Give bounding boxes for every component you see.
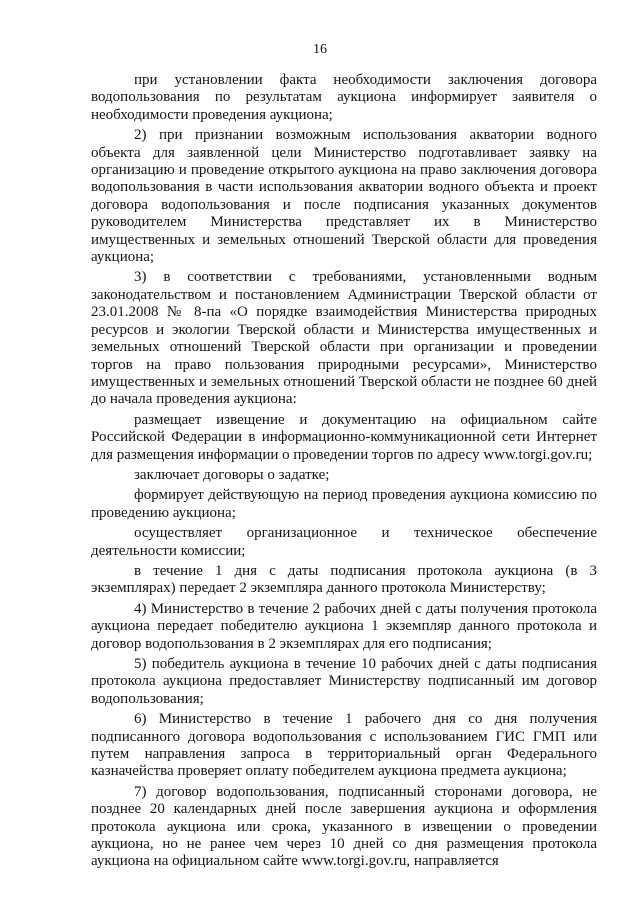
paragraph-aukcion-inform: при установлении факта необходимости заключения договора водопользования по результатам аукциона информирует заявителя о необходимости проведения аукциона; <box>91 72 597 123</box>
paragraph-commission-support: осуществляет организационное и техническое обеспечение деятельности комиссии; <box>91 525 597 559</box>
paragraph-item-6: 6) Министерство в течение 1 рабочего дня со дня получения подписанного договора водопользования с использованием ГИС ГМП или путем направления запроса в территориальный орган Федерального казначейства проверяет оплату победителем аукциона предмета аукциона; <box>91 711 597 780</box>
paragraph-deposit-contracts: заключает договоры о задатке; <box>134 466 330 483</box>
paragraph-item-7: 7) договор водопользования, подписанный сторонами договора, не позднее 20 календарных дней после завершения аукциона и оформления протокола аукциона или срока, указанного в извещении о проведении аукциона, но не ранее чем через 10 дней со дня размещения протокола аукциона на официальном сайте www.torgi.gov.ru, направляется <box>91 783 597 870</box>
paragraph-publish-notice: размещает извещение и документацию на официальном сайте Российской Федерации в информационно-коммуникационной сети Интернет для размещения информации о проведении торгов по адресу www.torgi.gov.ru; <box>91 411 597 463</box>
document-body <box>91 72 597 871</box>
paragraph-item-2: 2) при признании возможным использования акватории водного объекта для заявленной цели Министерство подготавливает заявку на организацию и проведение открытого аукциона на право заключения договора водопользования в части использования акватории водного объекта и проект договора водопользования и после подписания указанных документов руководителем Министерства представляет их в Министерство имущественных и земельных отношений Тверской области для проведения аукциона; <box>91 127 597 266</box>
paragraph-commission: формирует действующую на период проведения аукциона комиссию по проведению аукциона; <box>91 487 597 521</box>
paragraph-item-5: 5) победитель аукциона в течение 10 рабочих дней с даты подписания протокола аукциона предоставляет Министерству подписанный им договор водопользования; <box>91 656 597 707</box>
paragraph-item-4: 4) Министерство в течение 2 рабочих дней с даты получения протокола аукциона передает победителю аукциона 1 экземпляр данного протокола и договор водопользования в 2 экземплярах для его подписания; <box>91 600 597 652</box>
page-number: 16 <box>313 42 327 57</box>
paragraph-item-3: 3) в соответствии с требованиями, установленными водным законодательством и постановлением Администрации Тверской области от 23.01.2008 № 8-па «О порядке взаимодействия Министерства природных ресурсов и экологии Тверской области и Министерства имущественных и земельных отношений Тверской области при организации и проведении торгов на право пользования природными ресурсами», Министерство имущественных и земельных отношений Тверской области не позднее 60 дней до начала проведения аукциона: <box>91 269 597 408</box>
paragraph-protocol-transfer: в течение 1 дня с даты подписания протокола аукциона (в 3 экземплярах) передает 2 экземпляра данного протокола Министерству; <box>91 562 597 597</box>
